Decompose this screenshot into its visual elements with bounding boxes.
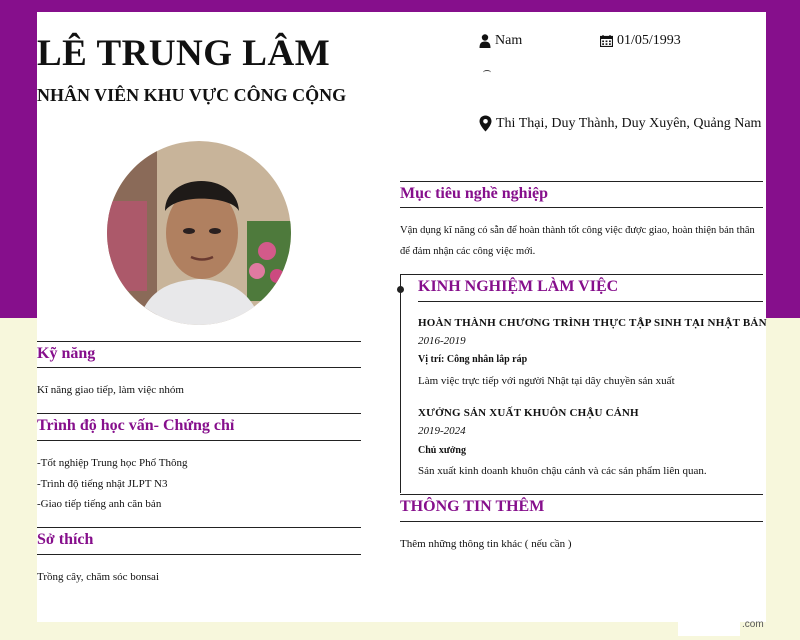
education-heading: Trình độ học vấn- Chứng chỉ <box>37 417 235 434</box>
divider-mark <box>483 70 491 75</box>
skills-top-rule <box>37 341 361 342</box>
skills-text: Kĩ năng giao tiếp, làm việc nhóm <box>37 384 184 396</box>
map-pin-icon <box>479 115 492 132</box>
objective-text: Vận dụng kĩ năng có sẵn để hoàn thành tốt công việc được giao, hoàn thiện bản thân để đảm nhận các công việc mới. <box>400 225 755 257</box>
birthdate-info <box>600 33 681 49</box>
additional-bottom-rule <box>400 521 763 522</box>
job-title: NHÂN VIÊN KHU VỰC CÔNG CỘNG <box>37 85 347 105</box>
job-company: XƯỞNG SẢN XUẤT KHUÔN CHẬU CẢNH <box>418 407 639 419</box>
education-bottom-rule <box>37 440 361 441</box>
calendar-icon <box>600 35 613 47</box>
additional-text: Thêm những thông tin khác ( nếu cần ) <box>400 538 572 550</box>
watermark-text: .com <box>742 619 764 630</box>
job-period: 2016-2019 <box>418 335 466 347</box>
hobbies-bottom-rule <box>37 554 361 555</box>
skills-heading: Kỹ năng <box>37 345 96 362</box>
additional-top-rule <box>400 494 763 495</box>
timeline-line <box>400 275 401 493</box>
person-icon <box>479 34 491 48</box>
objective-heading: Mục tiêu nghề nghiệp <box>400 185 549 202</box>
job-description: Làm việc trực tiếp với người Nhật tại dây chuyền sản xuất <box>418 375 675 387</box>
job-period: 2019-2024 <box>418 425 466 437</box>
candidate-name: LÊ TRUNG LÂM <box>37 33 331 74</box>
address-info <box>479 115 761 132</box>
experience-bottom-rule <box>418 301 763 302</box>
education-item: -Trình độ tiếng nhật JLPT N3 <box>37 478 168 490</box>
experience-heading: KINH NGHIỆM LÀM VIỆC <box>418 278 619 295</box>
education-top-rule <box>37 413 361 414</box>
gender-info <box>479 33 522 49</box>
timeline-dot <box>397 286 404 293</box>
education-item: -Giao tiếp tiếng anh căn bản <box>37 498 162 510</box>
hobbies-top-rule <box>37 527 361 528</box>
objective-top-rule <box>400 181 763 182</box>
hobbies-text: Trồng cây, chăm sóc bonsai <box>37 571 159 583</box>
job-position: Vị trí: Công nhân lắp ráp <box>418 354 528 365</box>
skills-bottom-rule <box>37 367 361 368</box>
birthdate-value: 01/05/1993 <box>617 33 681 48</box>
additional-heading: THÔNG TIN THÊM <box>400 498 545 515</box>
gender-value: Nam <box>495 33 523 48</box>
education-item: -Tốt nghiệp Trung học Phổ Thông <box>37 457 188 469</box>
experience-top-rule <box>400 274 763 275</box>
profile-photo <box>107 141 291 325</box>
address-value: Thi Thại, Duy Thành, Duy Xuyên, Quảng Nam <box>496 115 762 131</box>
job-position: Chủ xưởng <box>418 445 466 456</box>
job-company: HOÀN THÀNH CHƯƠNG TRÌNH THỰC TẬP SINH TẠI NHẬT BẢN <box>418 317 767 329</box>
job-description: Sản xuất kinh doanh khuôn chậu cảnh và các sản phẩm liên quan. <box>418 465 707 477</box>
watermark-box <box>678 618 740 636</box>
hobbies-heading: Sở thích <box>37 531 94 548</box>
objective-bottom-rule <box>400 207 763 208</box>
